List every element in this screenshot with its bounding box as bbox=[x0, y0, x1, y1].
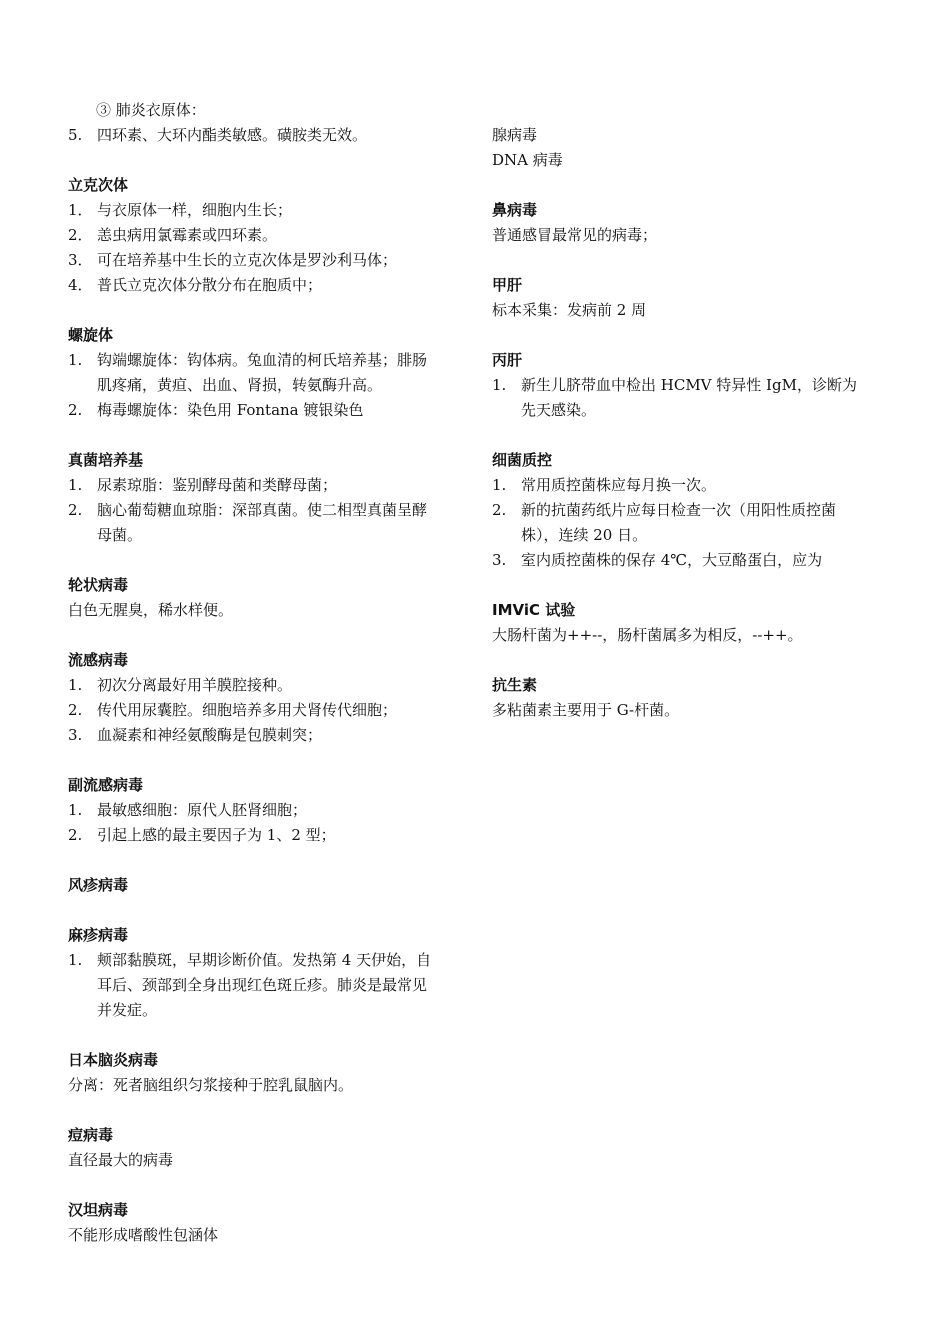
section-text: 普通感冒最常见的病毒； bbox=[492, 226, 658, 244]
item-number: 3. bbox=[492, 551, 507, 569]
item-text bbox=[97, 348, 463, 398]
list-item bbox=[68, 348, 463, 398]
section-heading-jev: 日本脑炎病毒 bbox=[68, 1051, 159, 1069]
item-text-line: 耳后、颈部到全身出现红色斑丘疹。肺炎是最常见 bbox=[97, 976, 428, 994]
list-item bbox=[68, 198, 463, 223]
item-number: 5. bbox=[68, 126, 83, 144]
item-text-line: 钩端螺旋体：钩体病。兔血清的柯氏培养基；腓肠 bbox=[97, 351, 428, 369]
item-number: 2. bbox=[68, 501, 83, 519]
item-text: 四环素、大环内酯类敏感。磺胺类无效。 bbox=[97, 126, 368, 144]
item-number: 2. bbox=[68, 701, 83, 719]
chlamydia-subtitle: ③ 肺炎衣原体： bbox=[96, 101, 206, 119]
item-text-line: 肌疼痛，黄疸、出血、肾损，转氨酶升高。 bbox=[97, 376, 383, 394]
item-text-line: 脑心葡萄糖血琼脂：深部真菌。使二相型真菌呈酵 bbox=[97, 501, 428, 519]
item-number: 1. bbox=[492, 376, 507, 394]
section-heading-imvic: IMViC 试验 bbox=[492, 601, 576, 619]
item-text: 最敏感细胞：原代人胚肾细胞； bbox=[97, 801, 308, 819]
list-item bbox=[492, 373, 887, 423]
item-number: 2． bbox=[68, 226, 93, 244]
section-text: 标本采集：发病前 2 周 bbox=[492, 301, 647, 319]
item-number: 4． bbox=[68, 276, 93, 294]
item-text-line: 新生儿脐带血中检出 HCMV 特异性 IgM，诊断为 bbox=[521, 376, 857, 394]
item-number: 3． bbox=[68, 251, 93, 269]
list-item bbox=[68, 498, 463, 548]
item-text-line: 新的抗菌药纸片应每日检查一次（用阳性质控菌 bbox=[521, 501, 837, 519]
item-text-line: 先天感染。 bbox=[521, 401, 597, 419]
item-text-line: 株），连续 20 日。 bbox=[521, 526, 648, 544]
right-column bbox=[492, 123, 887, 723]
list-item bbox=[68, 723, 463, 748]
section-heading-measles: 麻疹病毒 bbox=[68, 926, 129, 944]
section-text: 直径最大的病毒 bbox=[68, 1151, 174, 1169]
section-text: 白色无腥臭，稀水样便。 bbox=[68, 601, 234, 619]
section-heading-poxvirus: 痘病毒 bbox=[68, 1126, 114, 1144]
section-text: 不能形成嗜酸性包涵体 bbox=[68, 1226, 219, 1244]
list-item bbox=[492, 473, 887, 498]
item-text: 室内质控菌株的保存 4℃，大豆酪蛋白，应为 bbox=[521, 551, 823, 569]
section-heading-rubella: 风疹病毒 bbox=[68, 876, 129, 894]
item-number: 3. bbox=[68, 726, 83, 744]
item-number: 1． bbox=[68, 201, 93, 219]
item-text bbox=[97, 948, 463, 1023]
item-text: 血凝素和神经氨酸酶是包膜刺突； bbox=[97, 726, 323, 744]
list-item bbox=[68, 823, 463, 848]
item-number: 1. bbox=[492, 476, 507, 494]
item-text: 普氏立克次体分散分布在胞质中； bbox=[97, 276, 323, 294]
list-item bbox=[68, 273, 463, 298]
list-item bbox=[68, 698, 463, 723]
section-heading-rhinovirus: 鼻病毒 bbox=[492, 201, 538, 219]
item-text: 与衣原体一样，细胞内生长； bbox=[97, 201, 293, 219]
list-item bbox=[68, 948, 463, 1023]
item-number: 1. bbox=[68, 476, 83, 494]
left-column bbox=[68, 98, 463, 1248]
section-text: 大肠杆菌为++--，肠杆菌属多为相反，--++。 bbox=[492, 626, 803, 644]
item-number: 1. bbox=[68, 801, 83, 819]
item-text bbox=[97, 498, 463, 548]
list-item bbox=[68, 473, 463, 498]
item-text bbox=[521, 373, 887, 423]
list-item bbox=[68, 223, 463, 248]
adenovirus-line: 腺病毒 bbox=[492, 126, 538, 144]
item-text-line: 颊部黏膜斑，早期诊断价值。发热第 4 天伊始，自 bbox=[97, 951, 432, 969]
item-number: 1. bbox=[68, 676, 83, 694]
item-text: 可在培养基中生长的立克次体是罗沙利马体； bbox=[97, 251, 398, 269]
item-number: 2. bbox=[68, 826, 83, 844]
section-heading-influenza: 流感病毒 bbox=[68, 651, 129, 669]
section-heading-hav: 甲肝 bbox=[492, 276, 523, 294]
section-heading-fungal-media: 真菌培养基 bbox=[68, 451, 144, 469]
section-heading-rotavirus: 轮状病毒 bbox=[68, 576, 129, 594]
list-item bbox=[492, 498, 887, 548]
item-text: 梅毒螺旋体：染色用 Fontana 镀银染色 bbox=[97, 401, 364, 419]
section-text: 分离：死者脑组织匀浆接种于腔乳鼠脑内。 bbox=[68, 1076, 354, 1094]
item-number: 2. bbox=[492, 501, 507, 519]
section-heading-qc: 细菌质控 bbox=[492, 451, 553, 469]
list-item bbox=[68, 673, 463, 698]
item-text: 传代用尿囊腔。细胞培养多用犬肾传代细胞； bbox=[97, 701, 398, 719]
list-item bbox=[68, 123, 463, 148]
section-heading-hantavirus: 汉坦病毒 bbox=[68, 1201, 129, 1219]
adenovirus-line: DNA 病毒 bbox=[492, 151, 563, 169]
list-item bbox=[68, 798, 463, 823]
section-heading-antibiotics: 抗生素 bbox=[492, 676, 538, 694]
list-item bbox=[68, 398, 463, 423]
section-heading-spirochete: 螺旋体 bbox=[68, 326, 114, 344]
section-heading-hcv: 丙肝 bbox=[492, 351, 523, 369]
item-text bbox=[521, 498, 887, 548]
item-text: 常用质控菌株应每月换一次。 bbox=[521, 476, 717, 494]
section-heading-rickettsia: 立克次体 bbox=[68, 176, 129, 194]
section-text: 多粘菌素主要用于 G-杆菌。 bbox=[492, 701, 680, 719]
item-text: 尿素琼脂：鉴别酵母菌和类酵母菌； bbox=[97, 476, 338, 494]
item-text-line: 并发症。 bbox=[97, 1001, 158, 1019]
list-item bbox=[492, 548, 887, 573]
item-text: 恙虫病用氯霉素或四环素。 bbox=[97, 226, 278, 244]
section-heading-parainfluenza: 副流感病毒 bbox=[68, 776, 144, 794]
list-item bbox=[68, 248, 463, 273]
item-text-line: 母菌。 bbox=[97, 526, 143, 544]
item-text: 初次分离最好用羊膜腔接种。 bbox=[97, 676, 293, 694]
item-number: 2. bbox=[68, 401, 83, 419]
item-text: 引起上感的最主要因子为 1、2 型； bbox=[97, 826, 336, 844]
item-number: 1. bbox=[68, 951, 83, 969]
item-number: 1. bbox=[68, 351, 83, 369]
